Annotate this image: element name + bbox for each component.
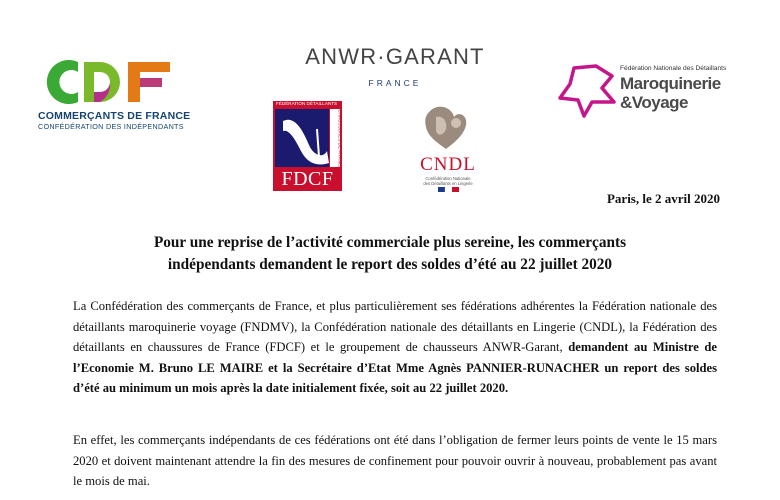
cndl-logo	[408, 103, 488, 188]
cndl-emblem	[408, 103, 488, 151]
cdf-line2: CONFÉDÉRATION DES INDÉPENDANTS	[38, 122, 184, 131]
fndmv-small-text: Fédération Nationale des Détaillants	[620, 65, 727, 72]
cndl-sub2: des Détaillants en Lingerie	[423, 181, 473, 186]
fndmv-line1: Maroquinerie	[620, 74, 721, 93]
cndl-acronym: CNDL	[420, 154, 476, 175]
cdf-line1: COMMERÇANTS DE FRANCE	[38, 110, 191, 122]
anwr-country: FRANCE	[368, 78, 422, 88]
cndl-flag-stripe	[408, 187, 488, 193]
fndmv-star-graphic	[556, 62, 618, 120]
cdf-letters-graphic	[38, 56, 188, 108]
fdcf-side-text: CHAUSSURES DE FRANCE	[337, 109, 343, 170]
paragraph-1	[73, 296, 717, 399]
paragraph-1-bold: demandent au Ministre de l’Economie M. Bruno LE MAIRE et la Secrétaire d’Etat Mme Agnès PANNIER-RUNACHER un report des soldes d’été au minimum un mois après la date initialement fixée, soit au 22 juillet 2020.	[73, 340, 718, 395]
fdcf-top-text: FÉDÉRATION DÉTAILLANTS	[276, 101, 338, 106]
fndmv-logo	[556, 62, 742, 122]
anwr-garant-logo	[270, 44, 520, 88]
fdcf-logo	[273, 101, 342, 191]
paragraph-2: En effet, les commerçants indépendants de ces fédérations ont été dans l’obligation de fermer leurs points de vente le 15 mars 2020 et doivent maintenant attendre la fin des mesures de confinement pour pouvoir ouvrir à nouveau, probablement pas avant le mois de mai.	[73, 433, 717, 488]
fdcf-acronym: FDCF	[281, 168, 334, 190]
date-line: Paris, le 2 avril 2020	[606, 191, 720, 206]
paragraph-1-normal: La Confédération des commerçants de France, et plus particulièrement ses fédérations adhérentes la Fédération nationale des détaillants maroquinerie voyage (FNDMV), la Confédération nationale des détaillants en Lingerie (CNDL), la Fédération des détaillants en chaussures de France (FDCF) et le groupement de chausseurs ANWR-Garant,	[73, 299, 717, 354]
anwr-name: ANWR·GARANT	[305, 44, 485, 69]
title-line-1: Pour une reprise de l’activité commerciale plus sereine, les commerçants	[153, 234, 627, 251]
fndmv-line2: &Voyage	[620, 93, 688, 112]
press-release-title	[60, 232, 720, 276]
title-line-2: indépendants demandent le report des soldes d’été au 22 juillet 2020	[167, 256, 613, 273]
cdf-logo	[38, 56, 198, 136]
cndl-sub1: Confédération Nationale	[425, 176, 471, 181]
